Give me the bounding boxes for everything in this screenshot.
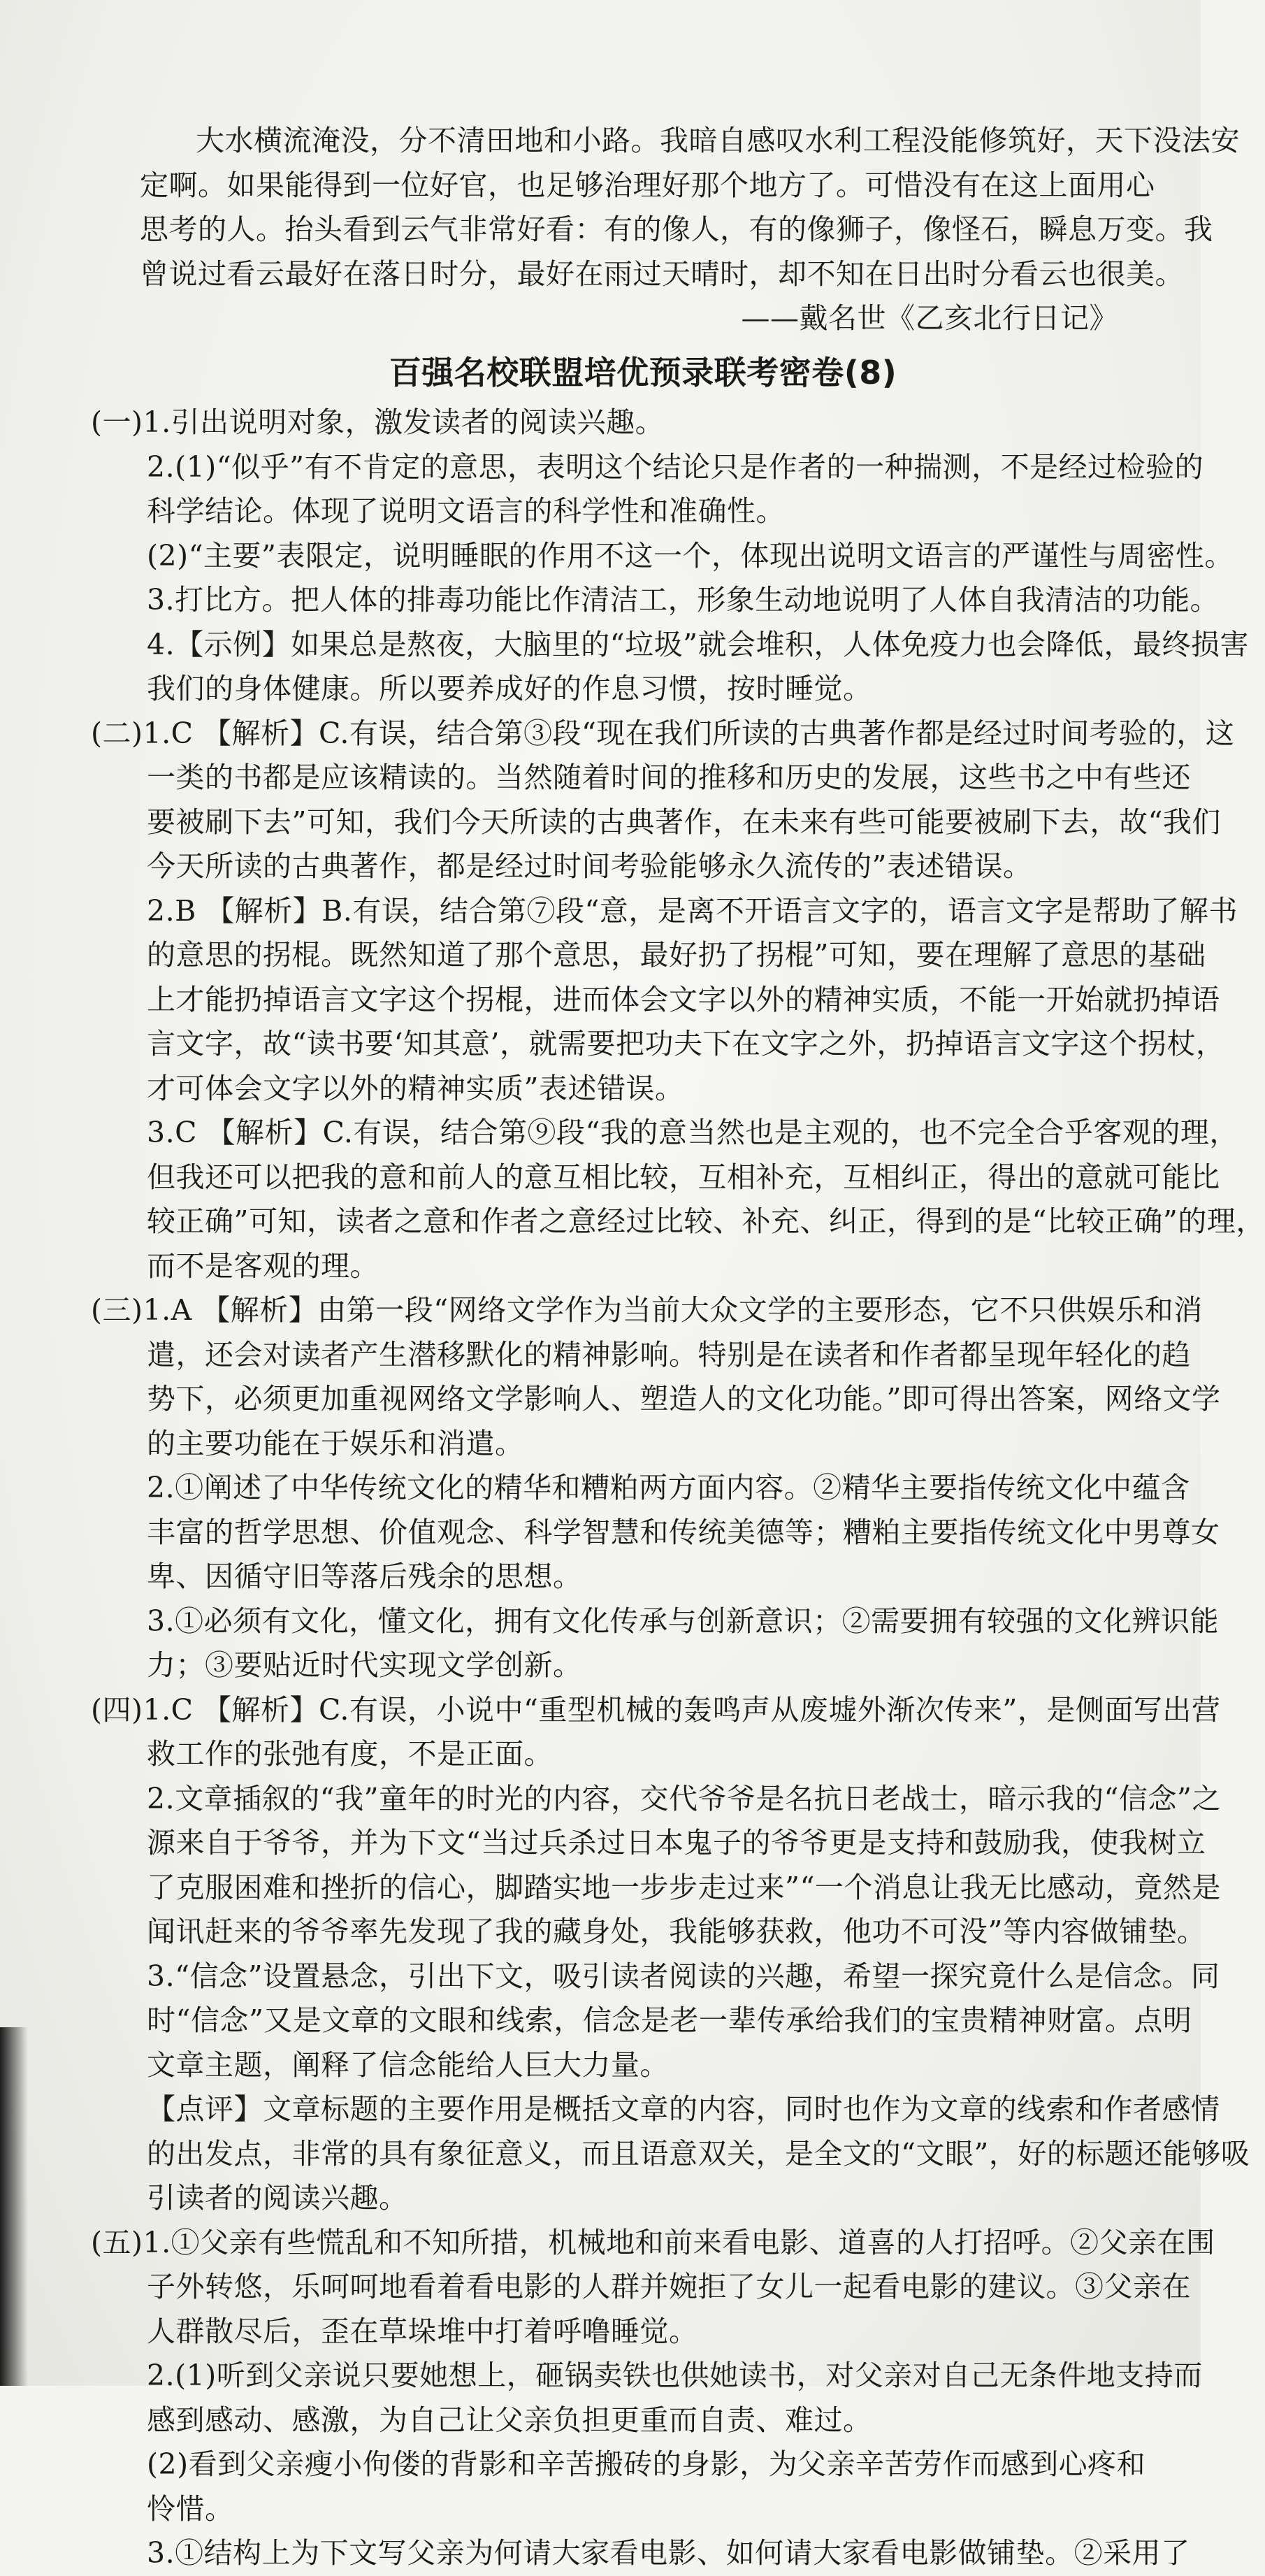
text-line: 子外转悠，乐呵呵地看着看电影的人群并婉拒了女儿一起看电影的建议。③父亲在	[147, 2270, 1191, 2303]
text-line: 较正确”可知，读者之意和作者之意经过比较、补充、纠正，得到的是“比较正确”的理，	[147, 1204, 1265, 1238]
text-line: 3.①必须有文化，懂文化，拥有文化传承与创新意识；②需要拥有较强的文化辨识能	[147, 1604, 1220, 1638]
text-line: 闻讯赶来的爷爷率先发现了我的藏身处，我能够获救，他功不可没”等内容做铺垫。	[147, 1915, 1206, 1948]
text-line: 救工作的张弛有度，不是正面。	[147, 1737, 553, 1771]
text-line: 定啊。如果能得到一位好官，也足够治理好那个地方了。可惜没有在这上面用心	[140, 168, 1155, 202]
text-line: 了克服困难和挫折的信心，脚踏实地一步步走过来”“一个消息让我无比感动，竟然是	[147, 1870, 1221, 1904]
text-line: 的意思的拐棍。既然知道了那个意思，最好扔了拐棍”可知，要在理解了意思的基础	[147, 938, 1206, 972]
text-line: 3.C 【解析】C.有误，结合第⑨段“我的意当然也是主观的，也不完全合乎客观的理，	[147, 1116, 1238, 1149]
answer-section-2	[91, 712, 1265, 1289]
text-line: 4.【示例】如果总是熬夜，大脑里的“垃圾”就会堆积，人体免疫力也会降低，最终损害	[147, 627, 1250, 661]
text-line: (五)1.①父亲有些慌乱和不知所措，机械地和前来看电影、道喜的人打招呼。②父亲在围	[91, 2225, 1215, 2259]
text-line: 2.文章插叙的“我”童年的时光的内容，交代爷爷是名抗日老战士，暗示我的“信念”之	[147, 1781, 1221, 1815]
text-line: 上才能扔掉语言文字这个拐棍，进而体会文字以外的精神实质，不能一开始就扔掉语	[147, 982, 1220, 1016]
text-line: 才可体会文字以外的精神实质”表述错误。	[147, 1071, 684, 1105]
answer-section-5	[91, 2221, 1215, 2576]
text-line: 2.(1)听到父亲说只要她想上，砸锅卖铁也供她读书，对父亲对自己无条件地支持而	[147, 2359, 1203, 2392]
page-title: 百强名校联盟培优预录联考密卷(8)	[389, 353, 897, 391]
text-line: (四)1.C 【解析】C.有误，小说中“重型机械的轰鸣声从废墟外渐次传来”，是侧面写出营	[91, 1692, 1221, 1727]
text-line: 2.(1)“似乎”有不肯定的意思，表明这个结论只是作者的一种揣测，不是经过检验的	[147, 449, 1204, 484]
answer-section-3	[91, 1288, 1221, 1688]
text-line: (二)1.C 【解析】C.有误，结合第③段“现在我们所读的古典著作都是经过时间考验的，这	[91, 716, 1235, 750]
text-line: 的出发点，非常的具有象征意义，而且语意双关，是全文的“文眼”，好的标题还能够吸	[147, 2136, 1250, 2171]
text-line: 【点评】文章标题的主要作用是概括文章的内容，同时也作为文章的线索和作者感情	[147, 2092, 1220, 2126]
text-line: 但我还可以把我的意和前人的意互相比较，互相补充，互相纠正，得出的意就可能比	[147, 1160, 1220, 1194]
text-line: 曾说过看云最好在落日时分，最好在雨过天晴时，却不知在日出时分看云也很美。	[140, 257, 1184, 291]
text-line: 势下，必须更加重视网络文学影响人、塑造人的文化功能。”即可得出答案，网络文学	[147, 1382, 1221, 1416]
text-line: 科学结论。体现了说明文语言的科学性和准确性。	[147, 494, 785, 528]
text-line: 力；③要贴近时代实现文学创新。	[147, 1648, 582, 1682]
document-body	[91, 119, 1265, 2576]
text-line: 2.B 【解析】B.有误，结合第⑦段“意，是离不开语言文字的，语言文字是帮助了解书	[147, 893, 1238, 928]
text-line: 人群散尽后，歪在草垛堆中打着呼噜睡觉。	[147, 2314, 698, 2348]
text-line: 怜惜。	[147, 2491, 234, 2526]
text-line: 而不是客观的理。	[147, 1249, 379, 1283]
text-line: 遣，还会对读者产生潜移默化的精神影响。特别是在读者和作者都呈现年轻化的趋	[147, 1337, 1191, 1372]
text-line: 卑、因循守旧等落后残余的思想。	[147, 1560, 582, 1593]
text-line: 文章主题，阐释了信念能给人巨大力量。	[147, 2048, 669, 2082]
answer-section-1	[91, 401, 1250, 712]
text-line: 一类的书都是应该精读的。当然随着时间的推移和历史的发展，这些书之中有些还	[147, 761, 1191, 794]
source-citation: ——戴名世《乙亥北行日记》	[741, 301, 1118, 335]
text-line: 2.①阐述了中华传统文化的精华和糟粕两方面内容。②精华主要指传统文化中蕴含	[147, 1471, 1190, 1504]
text-line: (2)看到父亲瘦小佝偻的背影和辛苦搬砖的身影，为父亲辛苦劳作而感到心疼和	[147, 2447, 1146, 2481]
text-line: 感到感动、感激，为自己让父亲负担更重而自责、难过。	[147, 2403, 872, 2437]
intro-paragraph	[140, 119, 1240, 341]
text-line: 的主要功能在于娱乐和消遣。	[147, 1426, 524, 1460]
text-line: 时“信念”又是文章的文眼和线索，信念是老一辈传承给我们的宝贵精神财富。点明	[147, 2003, 1192, 2037]
text-line: 3.①结构上为下文写父亲为何请大家看电影、如何请大家看电影做铺垫。②采用了	[147, 2536, 1190, 2570]
text-line: 思考的人。抬头看到云气非常好看：有的像人，有的像狮子，像怪石，瞬息万变。我	[140, 213, 1213, 246]
text-line: (三)1.A 【解析】由第一段“网络文学作为当前大众文学的主要形态，它不只供娱乐和消	[91, 1293, 1203, 1327]
text-line: 我们的身体健康。所以要养成好的作息习惯，按时睡觉。	[147, 672, 872, 705]
text-line: 要被刷下去”可知，我们今天所读的古典著作，在未来有些可能要被刷下去，故“我们	[147, 805, 1221, 839]
text-line: 引读者的阅读兴趣。	[147, 2181, 408, 2215]
text-line: 言文字，故“读书要‘知其意’，就需要把功夫下在文字之外，扔掉语言文字这个拐杖，	[147, 1027, 1225, 1060]
text-line: 大水横流淹没，分不清田地和小路。我暗自感叹水利工程没能修筑好，天下没法安	[196, 124, 1240, 157]
text-line: 3.打比方。把人体的排毒功能比作清洁工，形象生动地说明了人体自我清洁的功能。	[147, 583, 1220, 617]
answer-section-4	[91, 1688, 1250, 2221]
text-line: (一)1.引出说明对象，激发读者的阅读兴趣。	[91, 405, 665, 439]
text-line: (2)“主要”表限定，说明睡眠的作用不这一个，体现出说明文语言的严谨性与周密性。	[147, 538, 1234, 573]
text-line: 3.“信念”设置悬念，引出下文，吸引读者阅读的兴趣，希望一探究竟什么是信念。同	[147, 1959, 1220, 1993]
text-line: 源来自于爷爷，并为下文“当过兵杀过日本鬼子的爷爷更是支持和鼓励我，使我树立	[147, 1826, 1206, 1859]
text-line: 丰富的哲学思想、价值观念、科学智慧和传统美德等；糟粕主要指传统文化中男尊女	[147, 1515, 1220, 1549]
page-edge-shadow	[0, 2027, 28, 2386]
text-line: 今天所读的古典著作，都是经过时间考验能够永久流传的”表述错误。	[147, 849, 1032, 883]
